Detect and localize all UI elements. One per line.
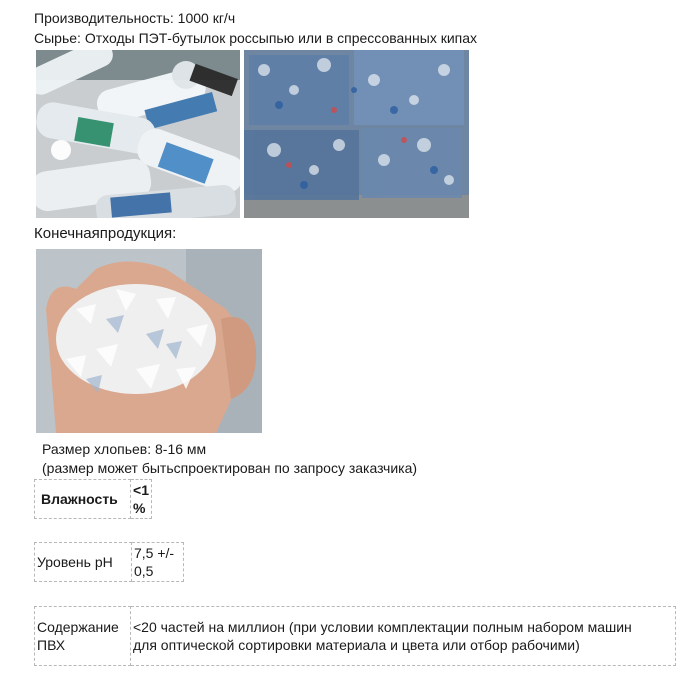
pvc-table	[34, 606, 676, 666]
pvc-value-line1: <20 частей на миллион (при условии комплектации полным набором машин	[133, 619, 632, 635]
moisture-row	[35, 480, 152, 519]
moisture-table	[34, 479, 152, 519]
final-product-heading: Конечнаяпродукция:	[34, 225, 177, 242]
pvc-value	[131, 607, 676, 666]
pvc-label	[35, 607, 131, 666]
capacity-text: Производительность: 1000 кг/ч	[34, 10, 236, 26]
pvc-label-line1: Содержание	[37, 619, 119, 635]
pvc-label-line2: ПВХ	[37, 637, 66, 653]
moisture-value	[131, 480, 152, 519]
pressed-bales-image	[244, 50, 469, 218]
pvc-row	[35, 607, 676, 666]
flake-size-text: Размер хлопьев: 8-16 мм	[42, 441, 207, 457]
ph-label: Уровень рН	[35, 543, 132, 582]
loose-pet-bottles-image	[36, 50, 240, 218]
pvc-value-line2: для оптической сортировки материала и цвета или отбор рабочими)	[133, 637, 580, 653]
pet-flakes-in-hand-image	[36, 249, 262, 433]
raw-material-text: Сырье: Отходы ПЭТ-бутылок россыпью или в спрессованных кипах	[34, 30, 478, 46]
flake-size-note: (размер может бытьспроектирован по запросу заказчика)	[42, 460, 418, 476]
ph-value	[132, 543, 184, 582]
ph-table	[34, 542, 184, 582]
ph-value-line2: 0,5	[134, 563, 154, 579]
ph-row	[35, 543, 184, 582]
moisture-value-line2: %	[133, 500, 146, 516]
moisture-label: Влажность	[35, 480, 131, 519]
moisture-value-line1: <1	[133, 482, 149, 498]
ph-value-line1: 7,5 +/-	[134, 545, 175, 561]
